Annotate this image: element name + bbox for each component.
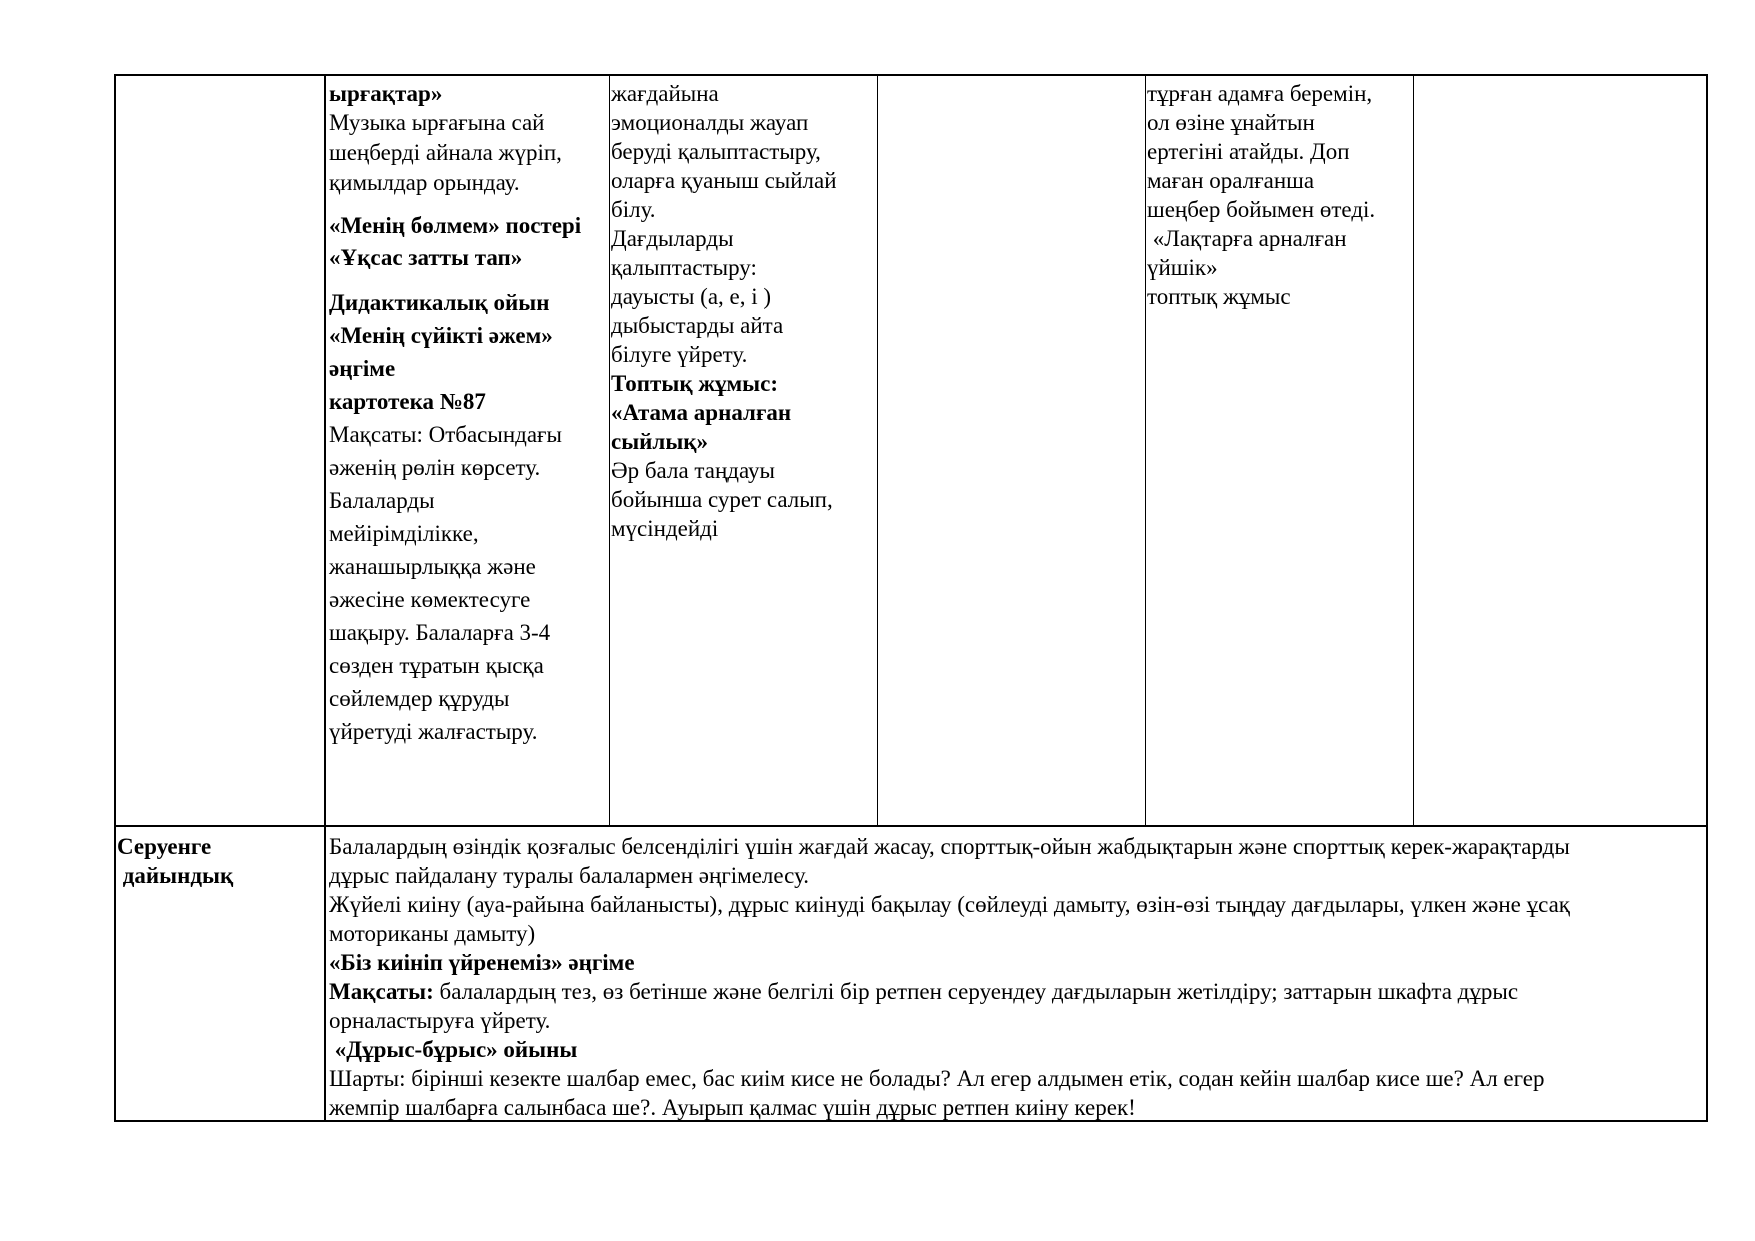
- text-line: қалыптастыру:: [611, 255, 757, 280]
- text-line: шеңбер бойымен өтеді.: [1147, 197, 1376, 222]
- column-divider-label: [324, 74, 326, 1122]
- text-line: жағдайына: [611, 81, 719, 106]
- goal-line-2: орналастыруға үйрету.: [329, 1008, 551, 1033]
- text-line: «Лақтарға арналған: [1147, 226, 1347, 251]
- didactic-label: Дидактикалық ойын: [329, 290, 550, 315]
- gift-desc: бойынша сурет салып,: [611, 487, 833, 512]
- group-work-title: Топтық жұмыс:: [611, 371, 778, 396]
- dress-line: моториканы дамыту): [329, 921, 536, 946]
- gift-title: сыйлық»: [611, 429, 709, 454]
- song-desc-line: Музыка ырғағына сай: [329, 110, 545, 135]
- goal-line: Балаларды: [329, 488, 435, 513]
- goal-line: шақыру. Балаларға 3-4: [329, 620, 551, 645]
- goal-line: сөзден тұратын қысқа: [329, 653, 544, 678]
- text-line: маған оралғанша: [1147, 168, 1315, 193]
- rules-line: жемпір шалбарға салынбаса ше?. Ауырып қалмас үшін дұрыс ретпен киіну керек!: [329, 1095, 1136, 1120]
- find-game-title: «Ұқсас затты тап»: [329, 245, 523, 270]
- row2-content-cell: [329, 832, 1705, 1122]
- section-label: дайындық: [117, 863, 234, 888]
- text-line: үйшік»: [1147, 255, 1218, 280]
- talk-title: «Біз киініп үйренеміз» әңгіме: [329, 950, 635, 975]
- section-label: Серуенге: [117, 834, 212, 859]
- column-divider-2: [877, 74, 878, 826]
- text-line: беруді қалыптастыру,: [611, 139, 821, 164]
- text-line: эмоционалды жауап: [611, 110, 809, 135]
- game-title: «Дұрыс-бұрыс» ойыны: [329, 1037, 578, 1062]
- text-line: Дағдыларды: [611, 226, 734, 251]
- dress-line: Жүйелі киіну (ауа-райына байланысты), дұрыс киінуді бақылау (сөйлеуді дамыту, өзін-өзі тыңдау дағдылары, үлкен және ұсақ: [329, 892, 1570, 917]
- text-line: ертегіні атайды. Доп: [1147, 139, 1350, 164]
- goal-line: сөйлемдер құруды: [329, 686, 510, 711]
- text-line: оларға қуаныш сыйлай: [611, 168, 837, 193]
- goal-line: әжесіне көмектесуге: [329, 587, 531, 612]
- text-line: білу.: [611, 197, 656, 222]
- goal-line: мейірімділікке,: [329, 521, 479, 546]
- gift-desc: Әр бала таңдауы: [611, 458, 775, 483]
- goal-line: жанашырлыққа және: [329, 554, 536, 579]
- goal-line: үйретуді жалғастыру.: [329, 719, 538, 744]
- column-divider-3: [1145, 74, 1146, 826]
- row2-label-cell: [117, 832, 322, 890]
- intro-line: дұрыс пайдалану туралы балалармен әңгімелесу.: [329, 863, 810, 888]
- song-desc-line: қимылдар орындау.: [329, 170, 520, 195]
- intro-line: Балалардың өзіндік қозғалыс белсенділігі үшін жағдай жасау, спорттық-ойын жабдықтарын және спорттық керек-жарақтарды: [329, 834, 1570, 859]
- goal-label: Мақсаты:: [329, 979, 434, 1004]
- row-divider: [114, 825, 1708, 827]
- text-line: тұрған адамға беремін,: [1147, 81, 1373, 106]
- text-line: білуге үйрету.: [611, 342, 748, 367]
- text-line: топтық жұмыс: [1147, 284, 1291, 309]
- row1-col1-cell: [329, 79, 607, 748]
- row1-col4-cell: [1147, 79, 1411, 311]
- story-title: «Менің сүйікті әжем»: [329, 323, 553, 348]
- gift-desc: мүсіндейді: [611, 516, 719, 541]
- row1-col2-cell: [611, 79, 875, 543]
- gift-title: «Атама арналған: [611, 400, 792, 425]
- text-line: ол өзіне ұнайтын: [1147, 110, 1315, 135]
- rules-line: Шарты: бірінші кезекте шалбар емес, бас киім кисе не болады? Ал егер алдымен етік, содан кейін шалбар кисе ше? Ал егер: [329, 1066, 1545, 1091]
- column-divider-1: [609, 74, 610, 826]
- goal-text: балалардың тез, өз бетінше және белгілі бір ретпен серуендеу дағдыларын жетілдіру; заттарын шкафта дұрыс: [433, 979, 1519, 1004]
- text-line: дауысты (а, е, і ): [611, 284, 772, 309]
- text-line: дыбыстарды айта: [611, 313, 784, 338]
- song-title: ырғақтар»: [329, 81, 443, 106]
- card-number: картотека №87: [329, 389, 486, 414]
- goal-line: [329, 977, 1705, 1006]
- goal-line: әженің рөлін көрсету.: [329, 455, 541, 480]
- poster-title: «Менің бөлмем» постері: [329, 213, 582, 238]
- song-desc-line: шеңберді айнала жүріп,: [329, 140, 562, 165]
- goal-line: Мақсаты: Отбасындағы: [329, 422, 562, 447]
- story-type: әңгіме: [329, 356, 396, 381]
- column-divider-4: [1413, 74, 1414, 826]
